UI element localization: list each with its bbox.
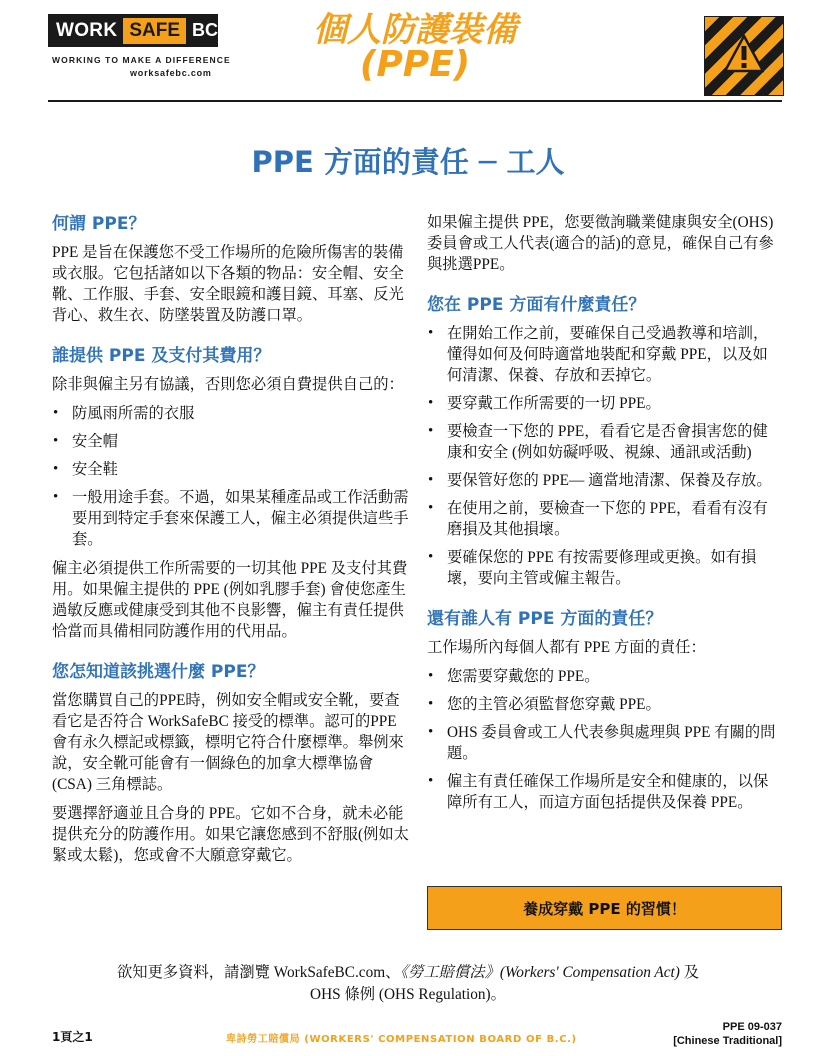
list-self-provided-items: [52, 403, 409, 550]
section-heading-who-provides: 誰提供 PPE 及支付其費用？: [52, 346, 271, 366]
act-title: 《勞工賠償法》(Workers' Compensation Act): [400, 964, 680, 981]
right-column: [427, 212, 783, 821]
logo-safe-text: SAFE: [123, 18, 186, 44]
page-number: 1頁之1: [52, 1030, 93, 1044]
header-divider: [48, 100, 782, 102]
section-heading-what-is-ppe: 何謂 PPE？: [52, 214, 146, 234]
section-heading-choosing-ppe: 您怎知道該挑選什麼 PPE？: [52, 662, 265, 682]
list-item: • 在使用之前，要檢查一下您的 PPE，看看有沒有磨損及其他損壞。: [427, 498, 783, 540]
logo-work-text: WORK: [56, 19, 118, 41]
document-language: [Chinese Traditional]: [673, 1035, 782, 1047]
more-info: [60, 962, 756, 1006]
page-title: PPE 方面的責任 ─ 工人: [251, 145, 565, 179]
list-item: • OHS 委員會或工人代表參與處理與 PPE 有關的問題。: [427, 722, 783, 764]
section-intro-others-responsibilities: 工作場所內每個人都有 PPE 方面的責任：: [427, 639, 706, 656]
section-body-choosing-ppe-1: 當您購買自己的PPE時，例如安全帽或安全靴，要查看它是否符合 WorkSafeBC 接受的標準。認可的PPE會有永久標記或標籤，標明它符合什麼標準。舉例來說，安全靴可能會有一個綠色的加拿大標準協會 (CSA) 三角標誌。: [52, 692, 404, 793]
list-item: • 您需要穿戴您的 PPE。: [427, 666, 783, 687]
section-body-employer-provides: 僱主必須提供工作所需要的一切其他 PPE 及支付其費用。如果僱主提供的 PPE (例如乳膠手套) 會使您產生過敏反應或健康受到其他不良影響，僱主有責任提供恰當而具備相同防護作用的代用品。: [52, 560, 408, 640]
warning-triangle-icon: [704, 16, 784, 96]
list-item: • 一般用途手套。不過，如果某種產品或工作活動需要用到特定手套來保護工人，僱主必須提供這些手套。: [52, 487, 409, 550]
section-body-choosing-ppe-2: 要選擇舒適並且合身的 PPE。它如不合身，就未必能提供充分的防護作用。如果它讓您感到不舒服(例如太緊或太鬆)，您或會不大願意穿戴它。: [52, 805, 409, 864]
logo-tagline: WORKING TO MAKE A DIFFERENCE: [52, 55, 231, 65]
list-item: • 安全鞋: [52, 459, 409, 480]
document-title: 個人防護裝備: [313, 10, 517, 50]
more-info-conjunction: 及: [679, 964, 700, 981]
list-item: • 要確保您的 PPE 有按需要修理或更換。如有損壞，要向主管或僱主報告。: [427, 547, 783, 589]
list-worker-responsibilities: [427, 323, 783, 589]
logo-bc-text: BC: [192, 20, 219, 40]
section-body-what-is-ppe: PPE 是旨在保護您不受工作場所的危險所傷害的裝備或衣服。它包括諸如以下各類的物品：安全帽、安全靴、工作服、手套、安全眼鏡和護目鏡、耳塞、反光背心、救生衣、防墜裝置及防護口罩。: [52, 244, 404, 324]
worksafebc-logo: [48, 14, 218, 47]
list-item: • 僱主有責任確保工作場所是安全和健康的，以保障所有工人，而這方面包括提供及保養 PPE。: [427, 771, 783, 813]
list-item: • 要保管好您的 PPE— 適當地清潔、保養及存放。: [427, 470, 783, 491]
section-intro-who-provides: 除非與僱主另有協議，否則您必須自費提供自己的：: [52, 376, 404, 393]
regulation-title: OHS 條例 (OHS Regulation)。: [310, 986, 506, 1003]
list-item: • 安全帽: [52, 431, 409, 452]
callout-banner: 養成穿戴 PPE 的習慣！: [427, 886, 782, 930]
document-title-acronym: (PPE): [359, 44, 471, 85]
document-number: PPE 09-037: [722, 1021, 782, 1033]
left-column: [52, 212, 409, 874]
section-heading-your-responsibilities: 您在 PPE 方面有什麼責任？: [427, 295, 646, 315]
section-body-consult-committee: 如果僱主提供 PPE，您要徵詢職業健康與安全(OHS) 委員會或工人代表(適合的話)的意見，確保自己有參與挑選PPE。: [427, 214, 774, 273]
section-heading-others-responsibilities: 還有誰人有 PPE 方面的責任？: [427, 609, 663, 629]
more-info-text: 欲知更多資料，請瀏覽 WorkSafeBC.com、: [116, 964, 401, 981]
list-others-responsibilities: [427, 666, 783, 813]
document-code: [600, 1020, 782, 1048]
list-item: • 您的主管必須監督您穿戴 PPE。: [427, 694, 783, 715]
list-item: • 要穿戴工作所需要的一切 PPE。: [427, 393, 783, 414]
list-item: • 要檢查一下您的 PPE，看看它是否會損害您的健康和安全 (例如妨礙呼吸、視線、通訊或活動): [427, 421, 783, 463]
list-item: • 在開始工作之前，要確保自己受過教導和培訓，懂得如何及何時適當地裝配和穿戴 PPE，以及如何清潔、保養、存放和丟掉它。: [427, 323, 783, 386]
logo-website: worksafebc.com: [130, 68, 212, 78]
list-item: • 防風雨所需的衣服: [52, 403, 409, 424]
footer-organization: 卑詩勞工賠償局 (WORKERS' COMPENSATION BOARD OF B.C.): [226, 1034, 577, 1045]
